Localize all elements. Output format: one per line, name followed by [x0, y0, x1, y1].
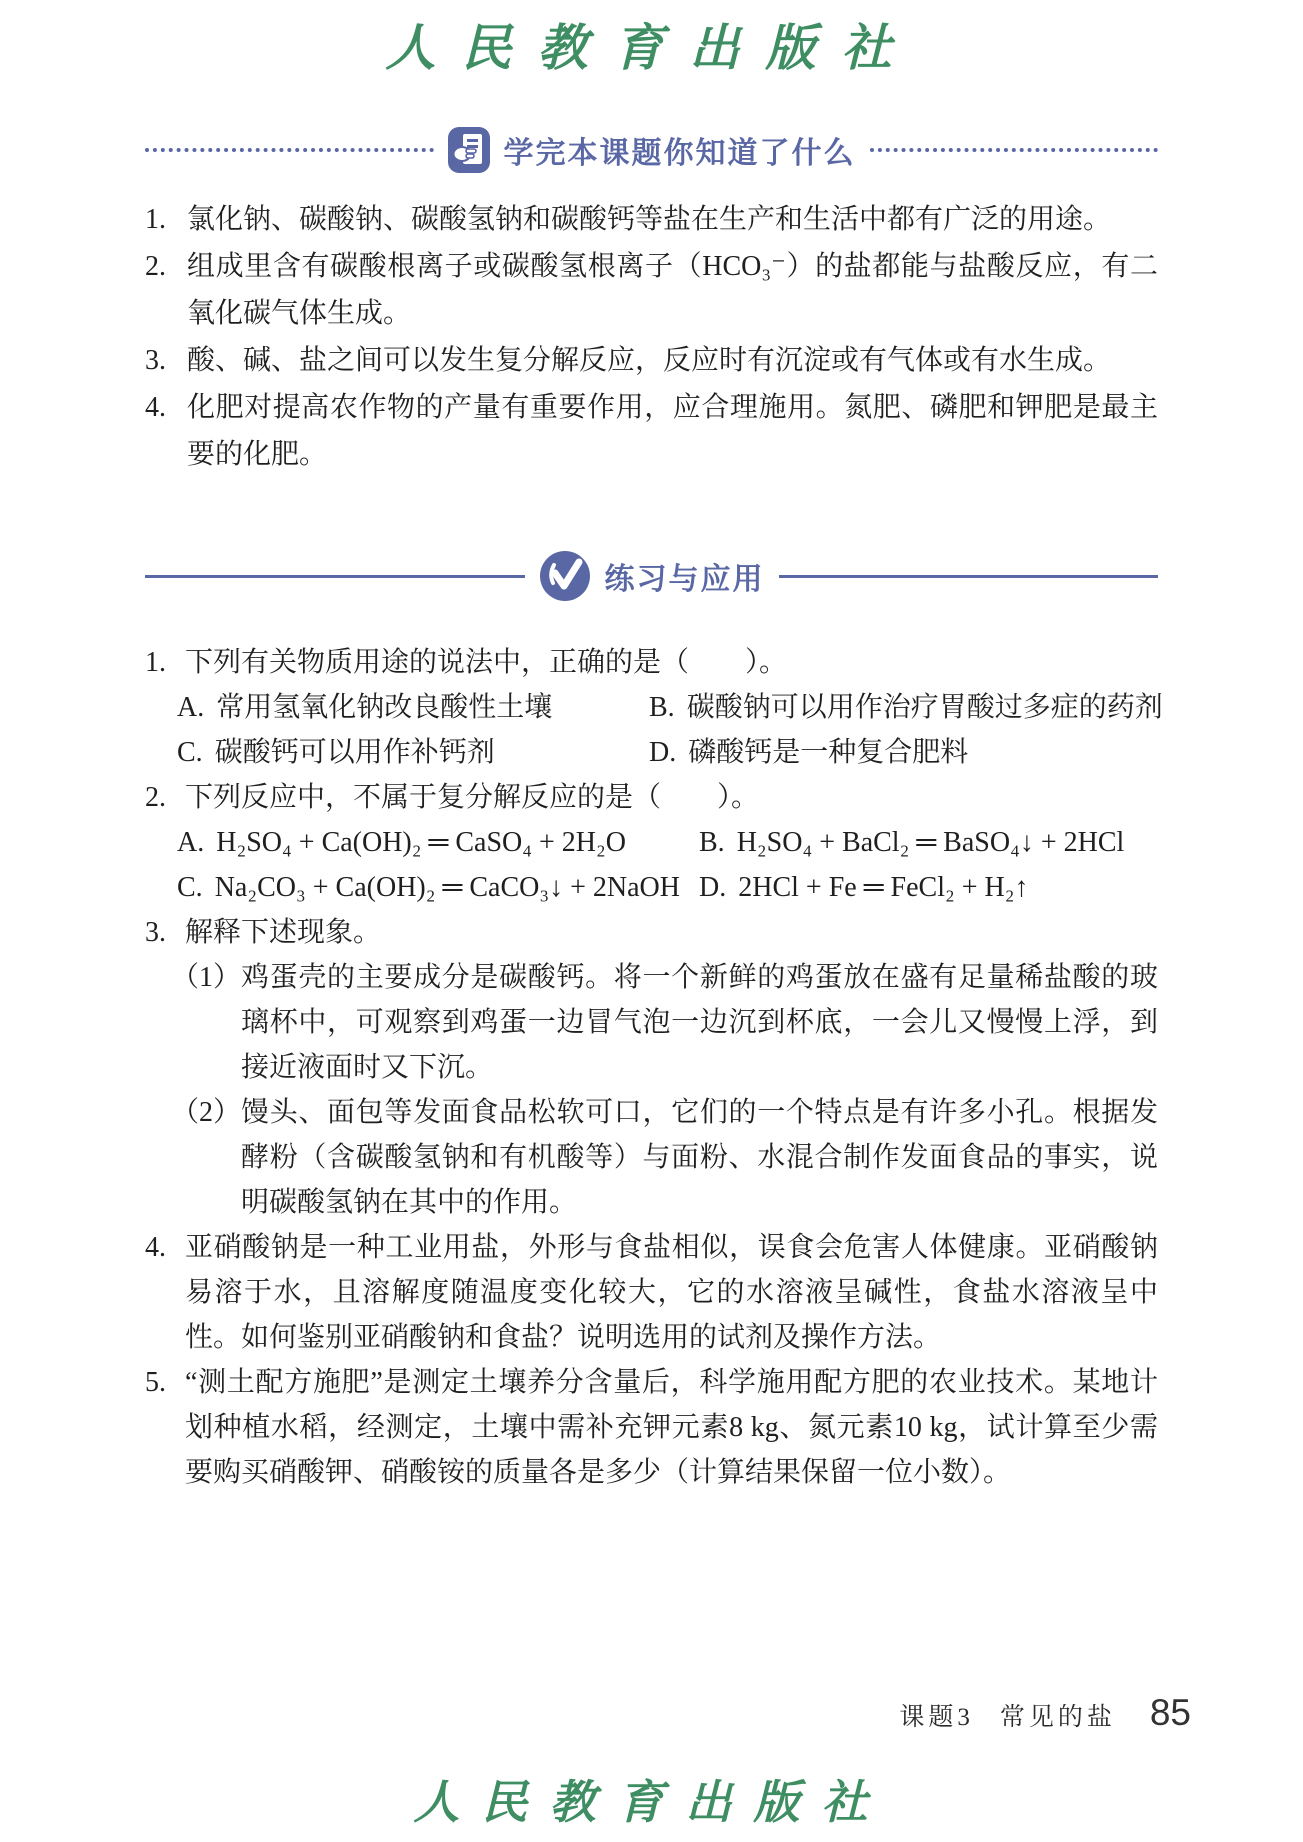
summary-item	[145, 337, 1158, 384]
option-b-equation: B. H₂SO₄ + BaCl₂ ═ BaSO₄↓ + 2HCl	[699, 827, 1125, 858]
question-2-stem: 下列反应中，不属于复分解反应的是（ ）。	[185, 782, 760, 813]
summary-item-text: 组成里含有碳酸根离子或碳酸氢根离子（HCO₃⁻）的盐都能与盐酸反应，有二氧化碳气体生成。	[187, 251, 1158, 329]
question-3-subitem-1: （1） 鸡蛋壳的主要成分是碳酸钙。将一个新鲜的鸡蛋放在盛有足量稀盐酸的玻璃杯中，可观察到鸡蛋一边冒气泡一边沉到杯底，一会儿又慢慢上浮，到接近液面时又下沉。	[171, 962, 1158, 1083]
question-number: 4.	[145, 1232, 166, 1263]
exercises-section-title: 练习与应用	[604, 563, 765, 596]
question-2-options	[177, 820, 1158, 910]
summary-item-number: 2.	[145, 251, 166, 282]
question-1	[145, 640, 1163, 775]
summary-item-number: 3.	[145, 345, 166, 376]
option-d-equation: D. 2HCl + Fe ═ FeCl₂ + H₂↑	[699, 872, 1029, 903]
publisher-logo-top: 人民教育出版社	[385, 20, 918, 76]
option-c-equation: C. Na₂CO₃ + Ca(OH)₂ ═ CaCO₃↓ + 2NaOH	[177, 872, 680, 903]
publisher-logo-bottom: 人民教育出版社	[413, 1777, 890, 1828]
dotted-rule-left	[145, 148, 434, 152]
summary-item	[145, 384, 1158, 478]
option-c: C. 碳酸钙可以用作补钙剂	[177, 737, 495, 768]
summary-item-text: 酸、碱、盐之间可以发生复分解反应，反应时有沉淀或有气体或有水生成。	[187, 345, 1112, 376]
question-1-options	[177, 685, 1163, 775]
footer-chapter-title: 常见的盐	[999, 1704, 1116, 1731]
question-4	[145, 1225, 1158, 1360]
question-3-subitem-2: （2） 馒头、面包等发面食品松软可口，它们的一个特点是有许多小孔。根据发酵粉（含碳酸氢钠和有机酸等）与面粉、水混合制作发面食品的事实，说明碳酸氢钠在其中的作用。	[171, 1097, 1158, 1218]
page-footer	[899, 1692, 1191, 1734]
summary-section-title: 学完本课题你知道了什么	[503, 137, 856, 170]
question-3	[145, 910, 1158, 1225]
summary-item-number: 4.	[145, 392, 166, 423]
solid-rule-right	[779, 575, 1159, 578]
question-3-stem: 解释下述现象。	[185, 917, 382, 948]
page-number: 85	[1149, 1692, 1191, 1733]
option-d: D. 磷酸钙是一种复合肥料	[649, 737, 969, 768]
summary-item-number: 1.	[145, 204, 166, 235]
exercises-section-header	[145, 550, 1158, 602]
question-4-text: 亚硝酸钠是一种工业用盐，外形与食盐相似，误食会危害人体健康。亚硝酸钠易溶于水，且溶解度随温度变化较大，它的水溶液呈碱性，食盐水溶液呈中性。如何鉴别亚硝酸钠和食盐？说明选用的试剂及操作方法。	[185, 1232, 1158, 1353]
summary-item-text: 氯化钠、碳酸钠、碳酸氢钠和碳酸钙等盐在生产和生活中都有广泛的用途。	[187, 204, 1112, 235]
solid-rule-left	[145, 575, 525, 578]
summary-item	[145, 196, 1158, 243]
option-b: B. 碳酸钠可以用作治疗胃酸过多症的药剂	[649, 692, 1163, 723]
option-a: A. 常用氢氧化钠改良酸性土壤	[177, 692, 553, 723]
question-number: 2.	[145, 782, 166, 813]
check-circle-icon	[539, 550, 591, 602]
question-number: 3.	[145, 917, 166, 948]
question-1-stem: 下列有关物质用途的说法中，正确的是（ ）。	[185, 647, 788, 678]
exercise-list	[145, 640, 1163, 1495]
question-2	[145, 775, 1158, 910]
summary-item	[145, 243, 1158, 337]
question-number: 1.	[145, 647, 166, 678]
page-content	[145, 68, 1163, 1495]
question-5-text: “测土配方施肥”是测定土壤养分含量后，科学施用配方肥的农业技术。某地计划种植水稻，经测定，土壤中需补充钾元素8 kg、氮元素10 kg，试计算至少需要购买硝酸钾、硝酸铵的质量各是多少（计算结果保留一位小数）。	[185, 1367, 1158, 1488]
question-number: 5.	[145, 1367, 166, 1398]
question-5	[145, 1360, 1158, 1495]
summary-item-text: 化肥对提高农作物的产量有重要作用，应合理施用。氮肥、磷肥和钾肥是最主要的化肥。	[187, 392, 1158, 470]
summary-list	[145, 196, 1158, 478]
book-hand-icon	[448, 127, 490, 173]
summary-section-header	[145, 126, 1158, 174]
dotted-rule-right	[870, 148, 1159, 152]
option-a-equation: A. H₂SO₄ + Ca(OH)₂ ═ CaSO₄ + 2H₂O	[177, 827, 627, 858]
footer-lesson: 课题3	[899, 1704, 974, 1731]
